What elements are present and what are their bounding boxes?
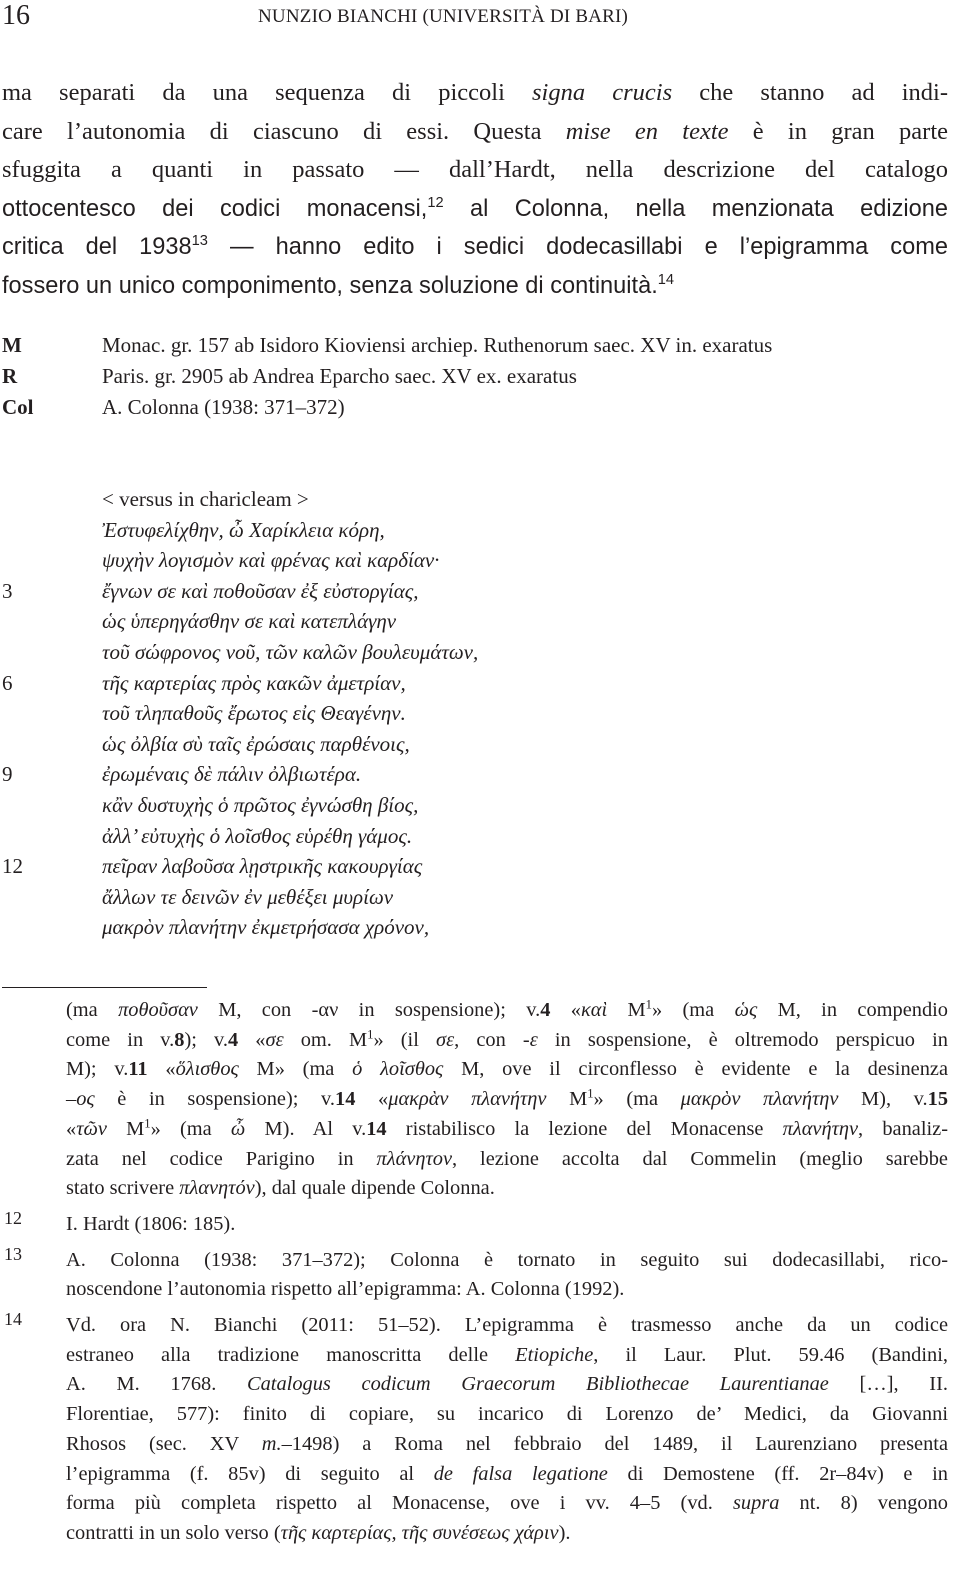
footnote-line: Vd. ora N. Bianchi (2011: 51–52). L’epigramma è trasmesso anche da un codice	[66, 1314, 948, 1337]
footnote-line: stato scrivere πλανητόν), dal quale dipende Colonna.	[66, 1177, 495, 1200]
footnote-line: A. M. 1768. Catalogus codicum Graecorum Bibliothecae Laurentianae […], II.	[66, 1373, 948, 1396]
verse-number	[2, 821, 102, 852]
verse-number: 12	[2, 854, 23, 879]
footnote-line: forma più completa rispetto al Monacense, ove i vv. 4–5 (vd. supra nt. 8) vengono	[66, 1492, 948, 1515]
verse-line	[2, 545, 948, 576]
footnote-line: (ma ποθοῦσαν M, con -αν in sospensione); v.4 «καὶ $M^1$» (ma ὡς M, in compendio	[66, 997, 948, 1021]
verse-text: πεῖραν λαβοῦσα λῃστρικῆς κακουργίας	[102, 854, 423, 879]
sigla-list	[2, 330, 948, 423]
poem-title: < versus in charicleam >	[102, 487, 309, 511]
body-line: ottocentesco dei codici monacensi,$^{12}$ al Colonna, nella menzionata edizione	[2, 195, 948, 222]
siglum-entry	[2, 392, 948, 423]
verse-text: κἂν δυστυχὴς ὁ πρῶτος ἐγνώσθη βίος,	[102, 792, 419, 817]
body-paragraph	[2, 74, 948, 306]
verse-line	[2, 637, 948, 668]
verse-text: ὡς ὀλβία σὺ ταῖς ἐρώσαις παρθένοις,	[102, 731, 410, 756]
footnote-number: 14	[4, 1309, 22, 1330]
verse-number	[2, 484, 102, 515]
footnote-line: noscendone l’autonomia rispetto all’epigramma: A. Colonna (1992).	[66, 1278, 625, 1301]
verse-line	[2, 606, 948, 637]
verse-text: ψυχὴν λογισμὸν καὶ φρένας καὶ καρδίαν·	[102, 548, 440, 573]
verse-text: ἐρωμέναις δὲ πάλιν ὀλβιωτέρα.	[102, 762, 362, 787]
verse-line	[2, 576, 948, 607]
footnote-number: 13	[4, 1243, 22, 1264]
siglum: Col	[2, 395, 34, 419]
verse-text: τοῦ σώφρονος νοῦ, τῶν καλῶν βουλευμάτων,	[102, 639, 479, 664]
body-line: critica del 1938$^{13}$ — hanno edito i sedici dodecasillabi e l’epigramma come	[2, 233, 948, 261]
verse-text: ὡς ὑπερηγάσθην σε καὶ κατεπλάγην	[102, 609, 397, 634]
verse-number	[2, 698, 102, 729]
page-number: 16	[2, 0, 30, 31]
verse-line	[2, 912, 948, 943]
footnote	[2, 996, 948, 1204]
siglum-entry	[2, 361, 948, 392]
footnote	[2, 1207, 948, 1240]
body-line: care l’autonomia di ciascuno di essi. Questa mise en texte è in gran parte	[2, 117, 948, 145]
verse-text: τῆς καρτερίας πρὸς κακῶν ἀμετρίαν,	[102, 670, 406, 695]
footnote-line: contratti in un solo verso (τῆς καρτερίας, τῆς συνέσεως χάριν).	[66, 1521, 571, 1544]
verse-number	[2, 606, 102, 637]
siglum: R	[2, 364, 18, 388]
siglum: M	[2, 333, 22, 357]
verse-line	[2, 882, 948, 913]
body-line: sfuggita a quanti in passato — dall’Hardt, nella descrizione del catalogo	[2, 156, 948, 184]
footnote-line: l’epigramma (f. 85v) di seguito al de falsa legatione di Demostene (ff. 2r–84v) e in	[66, 1462, 949, 1485]
footnote-line: Florentiae, 577): finito di copiare, su incarico di Lorenzo de’ Medici, da Giovanni	[66, 1403, 948, 1426]
verse-number	[2, 790, 102, 821]
verse-number	[2, 882, 102, 913]
footnote-number: 12	[4, 1207, 22, 1228]
verse-number	[2, 515, 102, 546]
footnote	[2, 1311, 948, 1549]
verse-line	[2, 851, 948, 882]
siglum-description: Monac. gr. 157 ab Isidoro Kioviensi archiep. Ruthenorum saec. XV in. exaratus	[102, 333, 773, 357]
footnote-line: A. Colonna (1938: 371–372); Colonna è tornato in seguito sui dodecasillabi, rico-	[66, 1248, 948, 1271]
footnote-line: –ος è in sospensione); v.14 «μακρὰν πλανήτην $M^1$» (ma μακρὸν πλανήτην M), v.15	[66, 1086, 949, 1111]
footnote-line: «τῶν $M^1$» (ma ὦ M). Al v.14 ristabilisco la lezione del Monacense πλανήτην, banaliz-	[66, 1116, 949, 1140]
verse-number: 3	[2, 578, 13, 603]
verse-number: 9	[2, 762, 13, 787]
verse-text: ἀλλ’ εὐτυχὴς ὁ λοῖσθος εὑρέθη γάμος.	[102, 823, 413, 848]
verse-line	[2, 790, 948, 821]
siglum-description: Paris. gr. 2905 ab Andrea Eparcho saec. XV ex. exaratus	[102, 364, 577, 388]
verse-line	[2, 759, 948, 790]
verse-line	[2, 515, 948, 546]
footnote-line: zata nel codice Parigino in πλάνητον, lezione accolta dal Commelin (meglio sarebbe	[66, 1147, 948, 1170]
verse-number	[2, 912, 102, 943]
verse-text: Ἐστυφελίχθην, ὦ Χαρίκλεια κόρη,	[102, 517, 385, 542]
verse-text: τοῦ τληπαθοῦς ἔρωτος εἰς Θεαγένην.	[102, 701, 406, 726]
verse-line	[2, 729, 948, 760]
poem	[2, 484, 948, 943]
verse-line	[2, 821, 948, 852]
verse-number: 6	[2, 670, 13, 695]
footnote-line: come in v.8); v.4 «σε om. $M^1$» (il σε, con -ε in sospensione, è oltremodo perspicuo in	[66, 1027, 948, 1051]
verse-number	[2, 637, 102, 668]
footnote-line: estraneo alla tradizione manoscritta delle Etiopiche, il Laur. Plut. 59.46 (Bandini,	[66, 1343, 948, 1366]
page-header	[0, 0, 960, 40]
verse-text: ἄλλων τε δεινῶν ἐν μεθέξει μυρίων	[102, 884, 394, 909]
running-head: NUNZIO BIANCHI (UNIVERSITÀ DI BARI)	[258, 6, 629, 27]
siglum-description: A. Colonna (1938: 371–372)	[102, 395, 345, 419]
siglum-entry	[2, 330, 948, 361]
footnote-line: I. Hardt (1806: 185).	[66, 1212, 236, 1235]
verse-line	[2, 668, 948, 699]
verse-number	[2, 729, 102, 760]
footnote-line: M); v.11 «ὅλισθος M» (ma ὁ λοῖσθος M, ove il circonflesso è evidente e la desinenza	[66, 1058, 949, 1081]
footnote-separator	[2, 987, 207, 988]
footnote	[2, 1243, 948, 1305]
footnotes	[2, 996, 948, 1549]
verse-text: ἔγνων σε καὶ ποθοῦσαν ἐξ εὐστοργίας,	[102, 578, 419, 603]
verse-number	[2, 545, 102, 576]
footnote-line: Rhosos (sec. XV m.–1498) a Roma nel febbraio del 1489, il Laurenziano presenta	[66, 1432, 948, 1455]
poem-title-row	[2, 484, 948, 515]
body-line: fossero un unico componimento, senza soluzione di continuità.$^{14}$	[2, 272, 675, 299]
verse-line	[2, 698, 948, 729]
verse-text: μακρὸν πλανήτην ἐκμετρήσασα χρόνον,	[102, 915, 430, 940]
body-line: ma separati da una sequenza di piccoli signa crucis che stanno ad indi-	[2, 79, 948, 106]
